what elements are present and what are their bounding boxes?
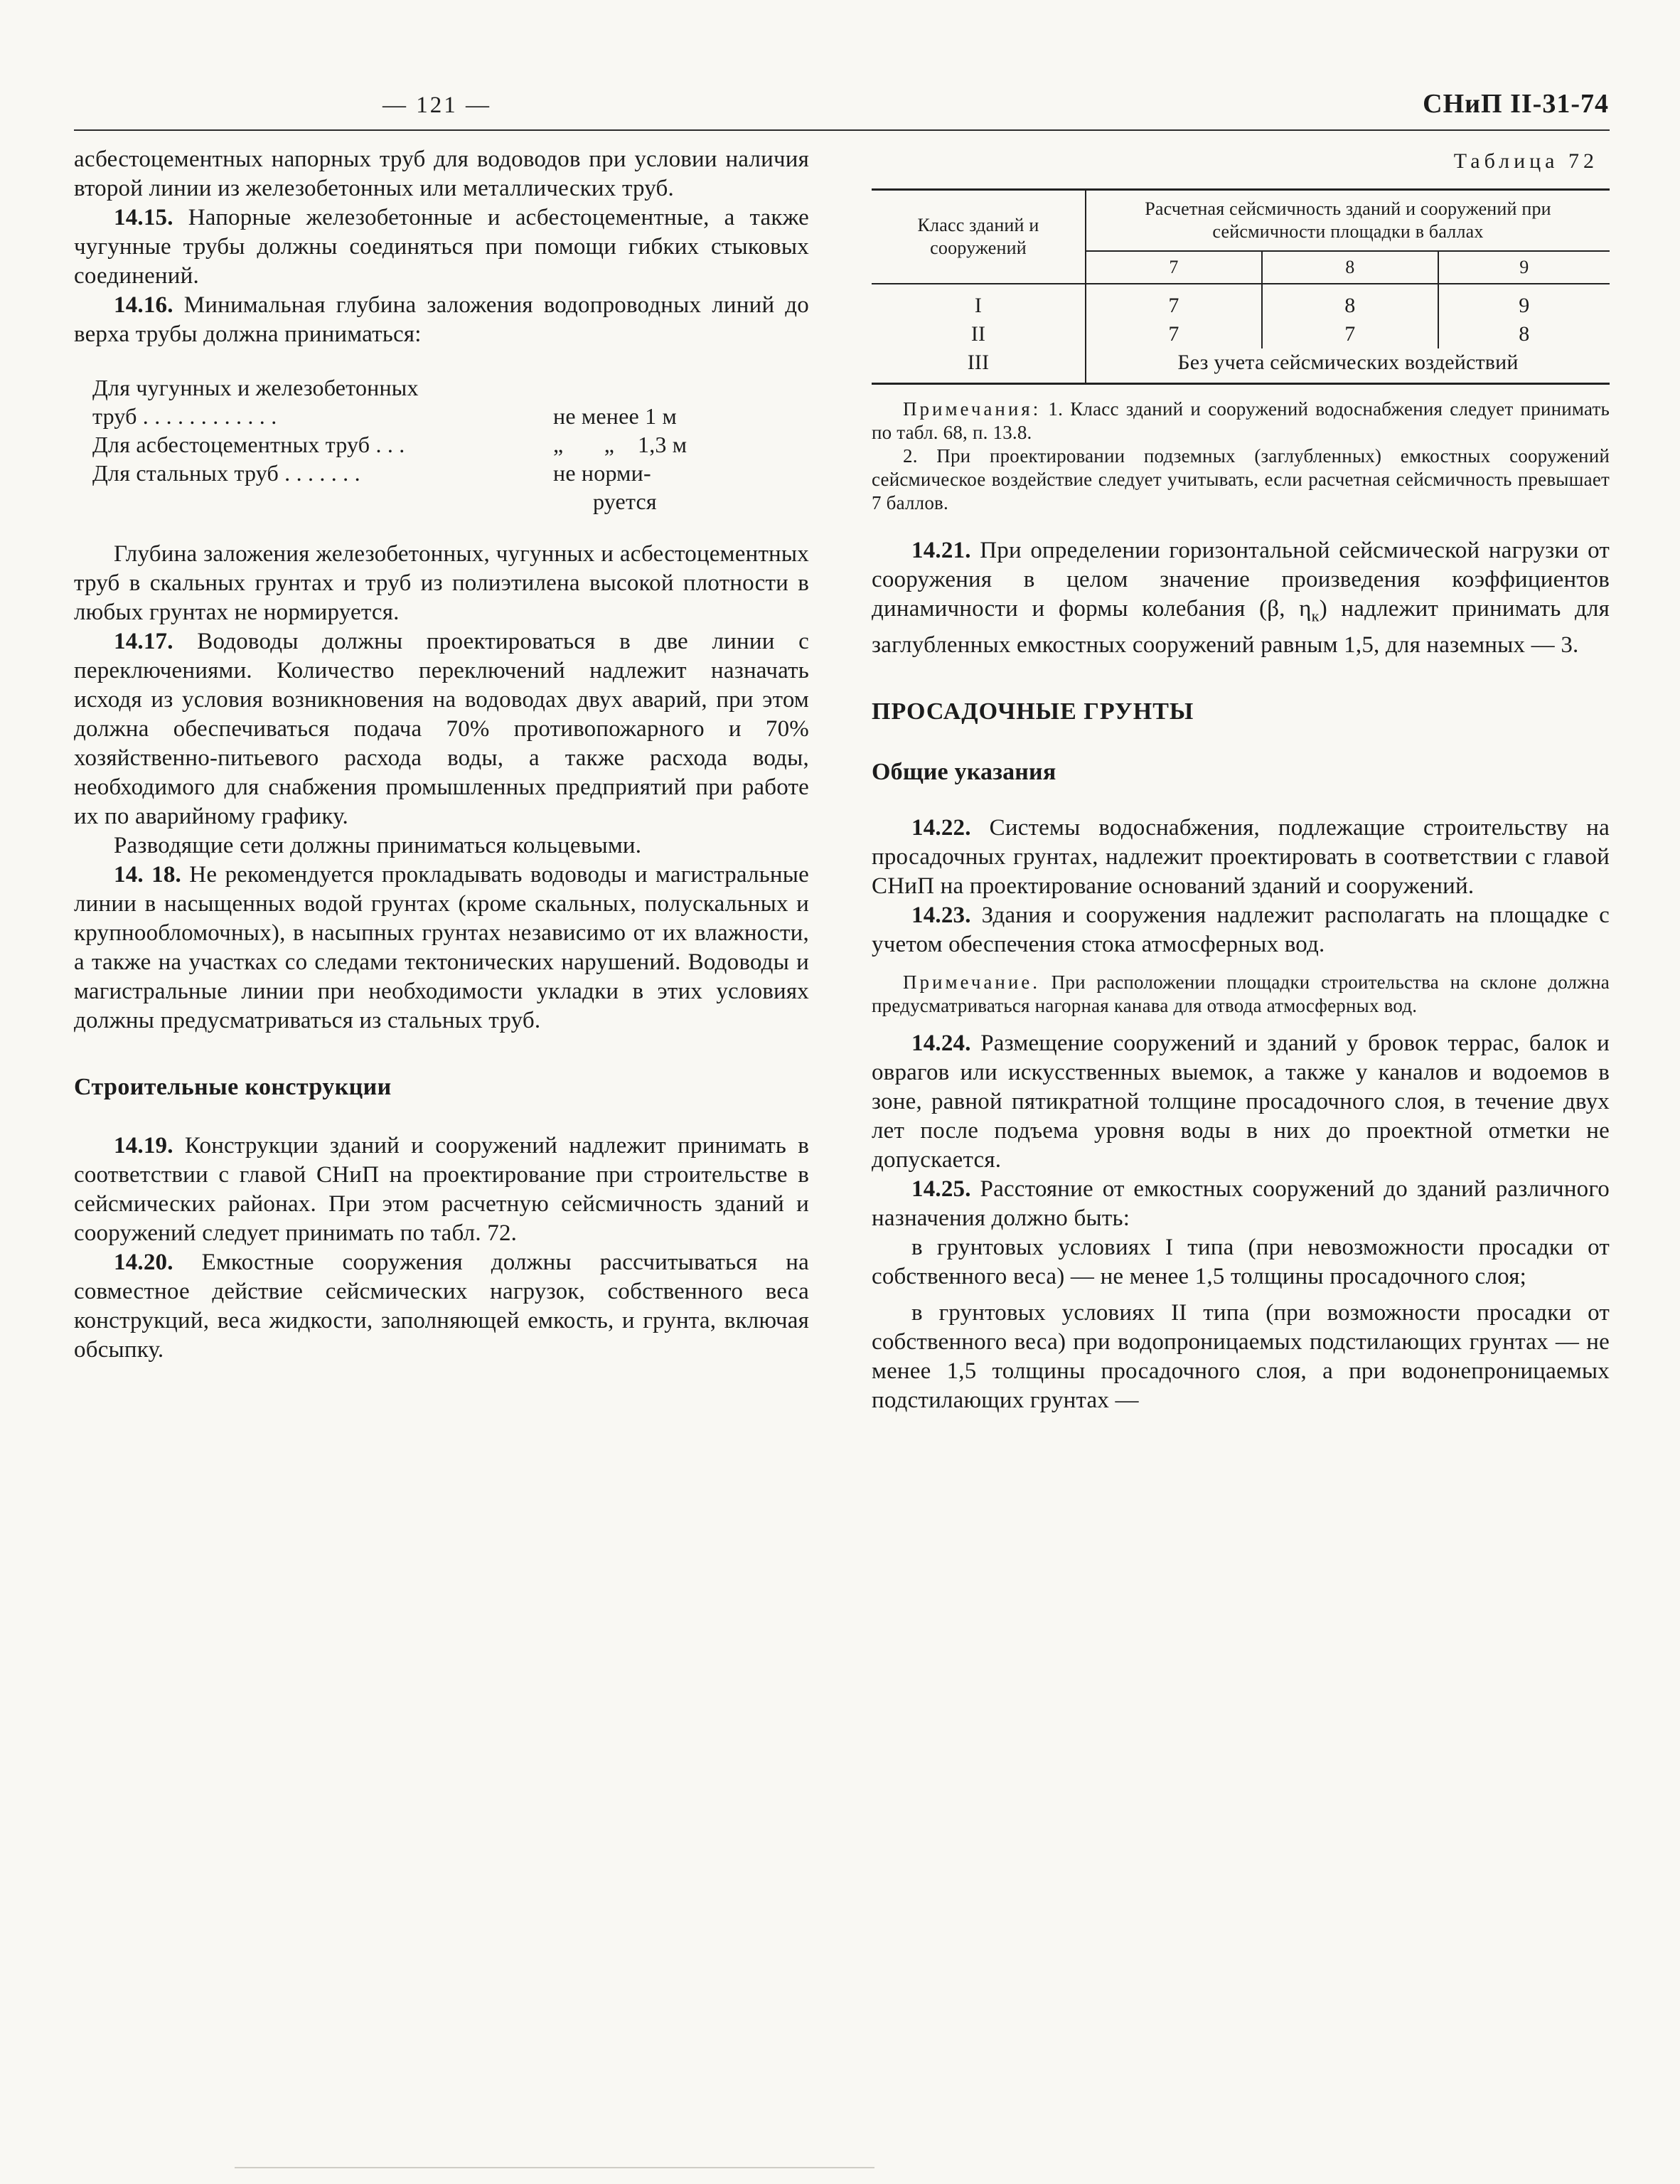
right-column — [872, 145, 1610, 1415]
row-value: 7 — [1262, 320, 1438, 348]
table-header-seismicity: Расчетная сейсмичность зданий и сооружений при сейсмичности площадки в баллах — [1086, 190, 1610, 252]
paragraph-14-16 — [74, 291, 809, 349]
row-value: 8 — [1262, 284, 1438, 320]
note-text: 1. Класс зданий и сооружений водоснабжения следует принимать по табл. 68, п. 13.8. — [872, 398, 1610, 443]
spec-label: Для асбестоцементных труб . . . — [92, 432, 405, 457]
paragraph-14-18 — [74, 861, 809, 1035]
paragraph-text: асбестоцементных напорных труб для водоводов при условии наличия второй линии из железобетонных или металлических труб. — [74, 147, 809, 201]
spec-label: Для чугунных и железобетонных — [92, 375, 419, 400]
table-row-class-3 — [872, 348, 1610, 384]
table-header-row — [872, 190, 1610, 252]
note-1 — [872, 398, 1610, 444]
clause-number-14-24: 14.24. — [911, 1030, 971, 1056]
spec-value: не норми- — [553, 460, 651, 486]
clause-text: Конструкции зданий и сооружений надлежит принимать в соответствии с главой СНиП на проектирование при строительстве в сейсмических районах. При этом расчетную сейсмичность зданий и сооружений следует принимать по табл. 72. — [74, 1133, 809, 1246]
paragraph-depth-rock — [74, 540, 809, 627]
subsection-heading-general: Общие указания — [872, 758, 1056, 785]
table-point-col-8: 8 — [1262, 251, 1438, 284]
row-class-label: II — [872, 320, 1086, 348]
paragraph-text: в грунтовых условиях II типа (при возможности просадки от собственного веса) при водопроницаемых подстилающих грунтах — не менее 1,5 толщины просадочного слоя, а при водонепроницаемых подстилающих грунтах — — [872, 1299, 1610, 1413]
page-number: — 121 — — [382, 92, 491, 118]
clause-number-14-23: 14.23. — [911, 902, 971, 928]
section-heading-subsidence-soils: ПРОСАДОЧНЫЕ ГРУНТЫ — [872, 698, 1194, 725]
paragraph-14-25 — [872, 1175, 1610, 1233]
clause-number-14-19: 14.19. — [114, 1133, 173, 1158]
spec-value: не менее 1 м — [553, 403, 677, 429]
table-row-class-1 — [872, 284, 1610, 320]
clause-number-14-15: 14.15. — [114, 205, 173, 230]
clause-number-14-18: 14. 18. — [114, 862, 181, 888]
table-header-class: Класс зданий и сооружений — [872, 190, 1086, 284]
row-value: 7 — [1168, 322, 1179, 346]
paragraph-continuation — [74, 145, 809, 203]
spec-value: руется — [593, 489, 657, 514]
spec-label: Для стальных труб . . . . . . . — [92, 460, 360, 486]
clause-number-14-20: 14.20. — [114, 1250, 173, 1275]
clause-text: Минимальная глубина заложения водопроводных линий до верха трубы должна приниматься: — [74, 292, 809, 347]
clause-text: Водоводы должны проектироваться в две линии с переключениями. Количество переключений надлежит назначать исходя из условия возникновения на водоводах двух аварий, при этом должна обеспечиваться подача 70% противопожарного и 70% хозяйственно-питьевого расхода воды, а также расхода воды, необходимого для снабжения промышленных предприятий при работе их по аварийному графику. — [74, 629, 809, 829]
pipe-depth-spec — [92, 373, 809, 516]
clause-number-14-21: 14.21. — [911, 538, 971, 563]
spec-row — [92, 373, 809, 402]
row-value: 8 — [1438, 320, 1610, 348]
spec-value: „ „ 1,3 м — [553, 432, 687, 457]
clause-text: Напорные железобетонные и асбестоцементные, а также чугунные трубы должны соединяться при помощи гибких стыковых соединений. — [74, 205, 809, 289]
paragraph-text: в грунтовых условиях I типа (при невозможности просадки от собственного веса) — не менее 1,5 толщины просадочного слоя; — [872, 1234, 1610, 1289]
clause-number-14-16: 14.16. — [114, 292, 173, 318]
header-rule — [74, 129, 1610, 131]
clause-text: Емкостные сооружения должны рассчитываться на совместное действие сейсмических нагрузок, собственного веса конструкций, веса жидкости, заполняющей емкость, и грунта, включая обсыпку. — [74, 1250, 810, 1363]
table-72 — [872, 188, 1610, 385]
subscript-k: к — [1311, 607, 1320, 625]
paragraph-text: Глубина заложения железобетонных, чугунных и асбестоцементных труб в скальных грунтах и труб из полиэтилена высокой плотности в любых грунтах не нормируется. — [74, 541, 809, 625]
note-text: При расположении площадки строительства на склоне должна предусматриваться нагорная канава для отвода атмосферных вод. — [872, 971, 1610, 1016]
paragraph-14-24 — [872, 1029, 1610, 1175]
paragraph-ring-networks — [74, 831, 809, 861]
notes-label: Примечания: — [903, 398, 1042, 420]
note-text: 2. При проектировании подземных (заглубленных) емкостных сооружений сейсмическое воздействие следует учитывать, если расчетная сейсмичность превышает 7 баллов. — [872, 445, 1610, 513]
clause-text: Здания и сооружения надлежит располагать на площадке с учетом обеспечения стока атмосферных вод. — [872, 902, 1610, 957]
paragraph-soil-type-2 — [872, 1299, 1610, 1415]
paragraph-14-15 — [74, 203, 809, 291]
paragraph-14-17 — [74, 627, 809, 831]
scan-artifact-line — [235, 2167, 874, 2168]
row-class-label: III — [872, 348, 1086, 384]
row-spanning-text: Без учета сейсмических воздействий — [1177, 351, 1519, 374]
paragraph-14-20 — [74, 1248, 809, 1365]
table-row-class-2 — [872, 320, 1610, 348]
paragraph-14-19 — [74, 1131, 809, 1248]
table-notes — [872, 398, 1610, 515]
note-2 — [872, 444, 1610, 515]
section-heading-building-structures: Строительные конструкции — [74, 1074, 392, 1100]
note-label: Примечание. — [903, 971, 1041, 993]
clause-text: Размещение сооружений и зданий у бровок террас, балок и оврагов или искусственных выемок, а также у каналов и водоемов в зоне, равной пятикратной толщине просадочного слоя, в течение двух лет после подъема уровня воды в них до проектной отметки не допускается. — [872, 1030, 1610, 1173]
row-class-label: I — [872, 284, 1086, 320]
left-column — [74, 145, 809, 1365]
spec-label: труб . . . . . . . . . . . . — [92, 403, 277, 429]
spec-row — [92, 430, 809, 459]
clause-text: Системы водоснабжения, подлежащие строительству на просадочных грунтах, надлежит проектировать в соответствии с главой СНиП на проектирование оснований зданий и сооружений. — [872, 814, 1610, 899]
spec-row — [92, 459, 809, 487]
clause-text: Расстояние от емкостных сооружений до зданий различного назначения должно быть: — [872, 1176, 1610, 1231]
paragraph-soil-type-1 — [872, 1233, 1610, 1291]
clause-number-14-17: 14.17. — [114, 629, 173, 654]
row-value: 9 — [1438, 284, 1610, 320]
paragraph-14-21 — [872, 536, 1610, 660]
note-slope — [872, 971, 1610, 1018]
spec-row — [92, 487, 809, 516]
row-value: 7 — [1168, 294, 1179, 317]
table-caption: Таблица 72 — [1453, 149, 1598, 173]
paragraph-14-23 — [872, 901, 1610, 959]
spec-row — [92, 402, 809, 430]
clause-text: Не рекомендуется прокладывать водоводы и магистральные линии в насыщенных водой грунтах (кроме скальных, полускальных и крупнообломочных), в насыпных грунтах независимо от их влажности, а также на участках со следами тектонических нарушений. Водоводы и магистральные линии при необходимости укладки в этих условиях должны предусматриваться из стальных труб. — [74, 862, 809, 1033]
paragraph-14-22 — [872, 814, 1610, 901]
paragraph-text: Разводящие сети должны приниматься кольцевыми. — [114, 833, 642, 858]
document-code: СНиП II-31-74 — [1423, 89, 1609, 119]
clause-text: ) надлежит принимать для заглубленных емкостных сооружений равным 1,5, для наземных — 3. — [872, 596, 1610, 658]
table-point-col-9: 9 — [1438, 251, 1610, 284]
table-point-col-7: 7 — [1086, 251, 1262, 284]
clause-text: При определении горизонтальной сейсмической нагрузки от сооружения в целом значение произведения коэффициентов динамичности и формы колебания (β, η — [872, 538, 1610, 622]
clause-number-14-22: 14.22. — [911, 814, 971, 841]
clause-number-14-25: 14.25. — [911, 1176, 971, 1202]
